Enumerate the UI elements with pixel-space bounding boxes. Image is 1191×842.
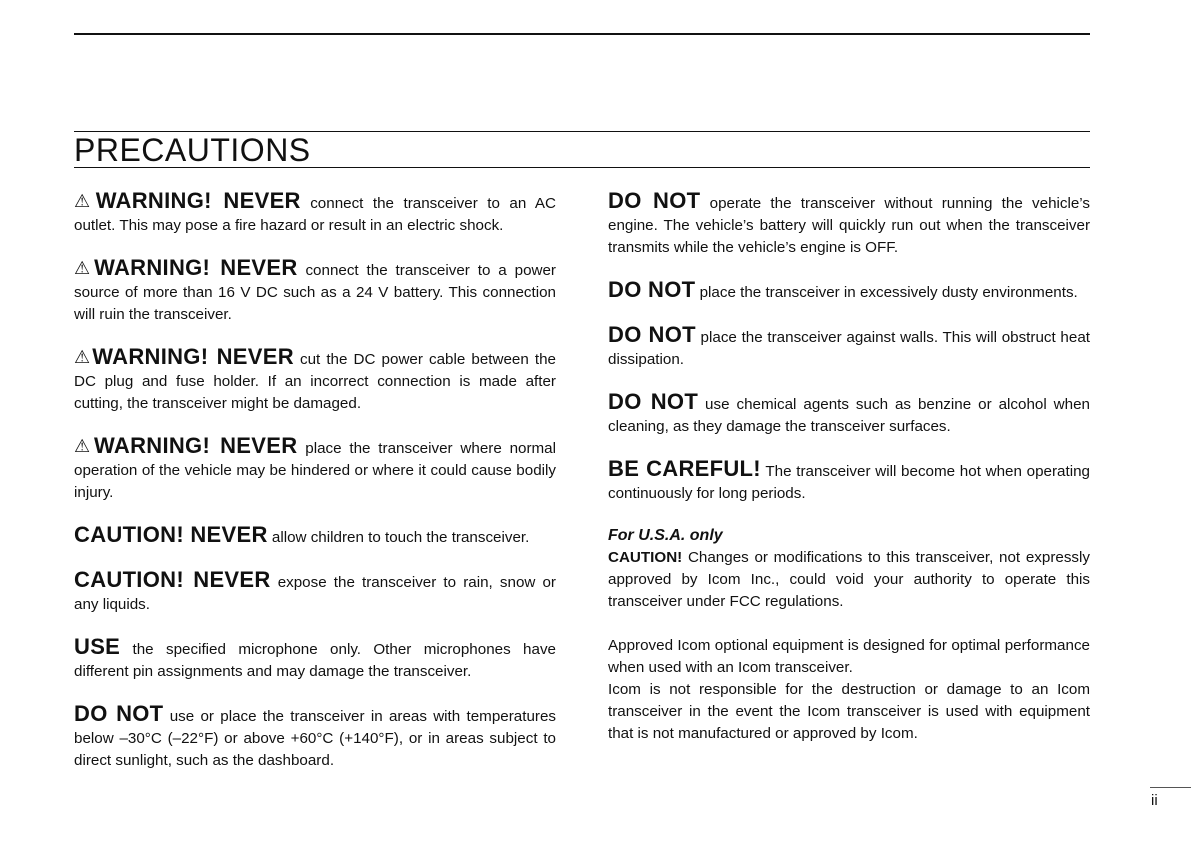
- usa-caution: [608, 547, 1090, 613]
- precaution-text: connect the transceiver to a power source of more than 16 V DC such as a 24 V battery. This connection will ruin the transceiver.: [74, 262, 556, 323]
- precaution-text: the specified microphone only. Other microphones have different pin assignments and may damage the transceiver.: [74, 641, 556, 680]
- precaution-lead: DO NOT: [608, 322, 696, 347]
- precaution-item: [74, 435, 556, 504]
- usa-note-heading: For U.S.A. only: [608, 527, 723, 544]
- warning-triangle-icon: ⚠: [74, 191, 96, 211]
- precaution-item: [74, 703, 556, 772]
- precaution-text: operate the transceiver without running the vehicle’s engine. The vehicle’s battery will quickly run out when the transceiver transmits while the vehicle’s engine is OFF.: [608, 195, 1090, 256]
- precaution-lead: CAUTION! NEVER: [74, 522, 268, 547]
- usa-caution-label: CAUTION!: [608, 549, 683, 566]
- precaution-text: The transceiver will become hot when operating continuously for long periods.: [608, 463, 1090, 502]
- precaution-lead: WARNING! NEVER: [94, 255, 298, 280]
- precaution-item: [74, 257, 556, 326]
- top-rule: [74, 33, 1090, 35]
- precaution-lead: CAUTION! NEVER: [74, 567, 271, 592]
- left-column: [74, 190, 556, 792]
- right-column: [608, 190, 1090, 767]
- precaution-lead: DO NOT: [608, 277, 696, 302]
- precaution-text: place the transceiver in excessively dusty environments.: [695, 284, 1078, 301]
- precaution-lead: WARNING! NEVER: [92, 344, 294, 369]
- precaution-item: [608, 324, 1090, 371]
- precaution-text: use chemical agents such as benzine or alcohol when cleaning, as they damage the transceiver surfaces.: [608, 396, 1090, 435]
- precaution-text: connect the transceiver to an AC outlet. This may pose a fire hazard or result in an electric shock.: [74, 195, 557, 234]
- precaution-lead: WARNING! NEVER: [95, 188, 301, 213]
- page-number: ii: [1151, 792, 1158, 809]
- equipment-note-line1: Approved Icom optional equipment is designed for optimal performance when used with an Icom transceiver.: [608, 637, 1090, 676]
- warning-triangle-icon: ⚠: [74, 436, 95, 456]
- precaution-item: [74, 636, 556, 683]
- precaution-item: [608, 279, 1090, 304]
- precaution-text: cut the DC power cable between the DC plug and fuse holder. If an incorrect connection is made after cutting, the transceiver might be damaged.: [74, 351, 556, 412]
- precaution-item: [608, 190, 1090, 259]
- precaution-lead: DO NOT: [608, 389, 699, 414]
- precaution-lead: BE CAREFUL!: [608, 456, 761, 481]
- warning-triangle-icon: ⚠: [74, 258, 95, 278]
- precaution-text: place the transceiver against walls. This will obstruct heat dissipation.: [608, 329, 1090, 368]
- equipment-note: [608, 635, 1090, 745]
- warning-triangle-icon: ⚠: [74, 347, 93, 367]
- usa-caution-text: Changes or modifications to this transceiver, not expressly approved by Icom Inc., could void your authority to operate this transceiver under FCC regulations.: [608, 549, 1090, 610]
- equipment-note-line2: Icom is not responsible for the destruction or damage to an Icom transceiver in the event the Icom transceiver is used with equipment that is not manufactured or approved by Icom.: [608, 681, 1090, 742]
- precaution-item: [608, 458, 1090, 505]
- precaution-text: place the transceiver where normal operation of the vehicle may be hindered or where it could cause bodily injury.: [74, 440, 557, 501]
- precaution-item: [74, 190, 556, 237]
- precaution-item: [74, 346, 556, 415]
- precaution-item: [74, 524, 556, 549]
- precaution-item: [608, 391, 1090, 438]
- precaution-lead: USE: [74, 634, 121, 659]
- precaution-lead: DO NOT: [608, 188, 701, 213]
- page-title: PRECAUTIONS: [74, 132, 311, 168]
- precaution-lead: WARNING! NEVER: [94, 433, 298, 458]
- precaution-text: expose the transceiver to rain, snow or any liquids.: [74, 574, 556, 613]
- precaution-text: allow children to touch the transceiver.: [267, 529, 530, 546]
- usa-note: [608, 525, 1090, 613]
- title-rule-bottom: [74, 167, 1090, 168]
- precaution-lead: DO NOT: [74, 701, 164, 726]
- precaution-text: use or place the transceiver in areas with temperatures below –30°C (–22°F) or above +60°C (+140°F), or in areas subject to direct sunlight, such as the dashboard.: [74, 708, 556, 769]
- page-number-rule: [1150, 787, 1191, 788]
- precaution-item: [74, 569, 556, 616]
